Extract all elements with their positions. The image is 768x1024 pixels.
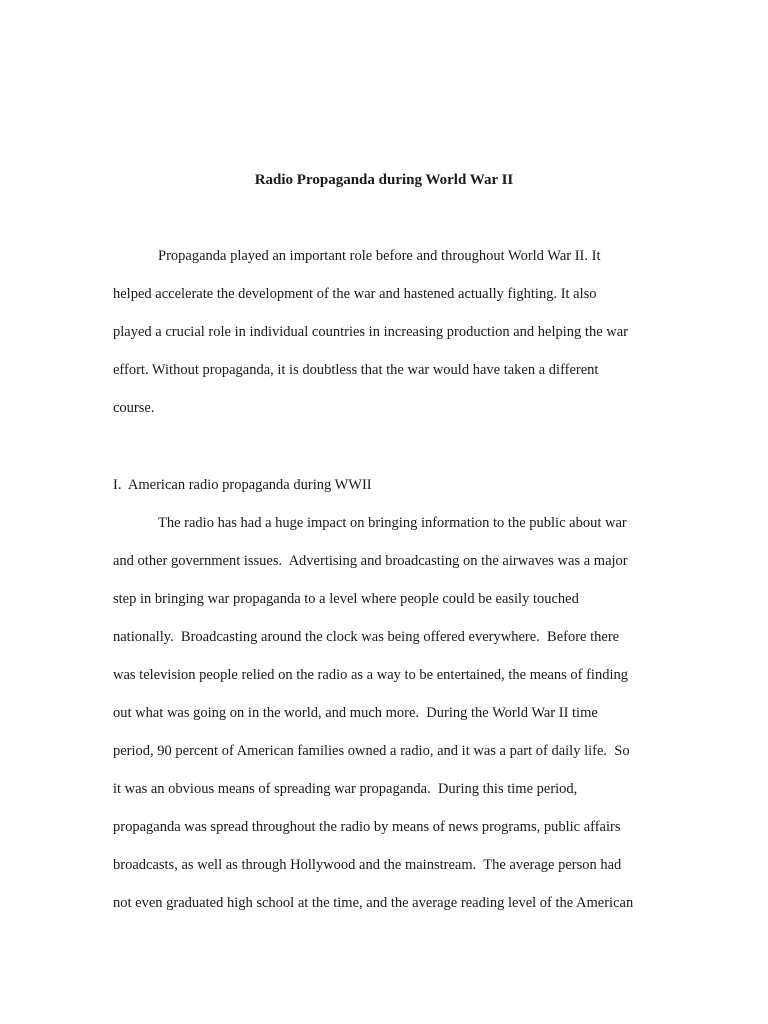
paragraph-line: played a crucial role in individual countries in increasing production and helping the war xyxy=(113,324,628,340)
paragraph-line: Propaganda played an important role before and throughout World War II. It xyxy=(158,248,601,264)
paragraph-line: propaganda was spread throughout the radio by means of news programs, public affairs xyxy=(113,819,621,835)
document-title: Radio Propaganda during World War II xyxy=(254,172,514,188)
paragraph-line: period, 90 percent of American families owned a radio, and it was a part of daily life. So xyxy=(113,743,630,759)
paragraph-line: nationally. Broadcasting around the clock was being offered everywhere. Before there xyxy=(113,629,620,645)
paragraph-line: and other government issues. Advertising and broadcasting on the airwaves was a major xyxy=(113,553,628,569)
paragraph-line: broadcasts, as well as through Hollywood and the mainstream. The average person had xyxy=(113,857,622,873)
paragraph-line: out what was going on in the world, and much more. During the World War II time xyxy=(113,705,598,721)
paragraph-line: not even graduated high school at the time, and the average reading level of the American xyxy=(113,895,634,911)
paragraph-line: helped accelerate the development of the war and hastened actually fighting. It also xyxy=(113,286,597,302)
paragraph-line: step in bringing war propaganda to a level where people could be easily touched xyxy=(113,591,579,607)
paragraph-line: course. xyxy=(113,400,155,416)
section-heading: I. American radio propaganda during WWII xyxy=(113,477,372,493)
paragraph-line: effort. Without propaganda, it is doubtless that the war would have taken a different xyxy=(113,362,599,378)
paragraph-line: The radio has had a huge impact on bringing information to the public about war xyxy=(158,515,627,531)
paragraph-line: it was an obvious means of spreading war propaganda. During this time period, xyxy=(113,781,578,797)
paragraph-line: was television people relied on the radio as a way to be entertained, the means of finding xyxy=(113,667,628,683)
